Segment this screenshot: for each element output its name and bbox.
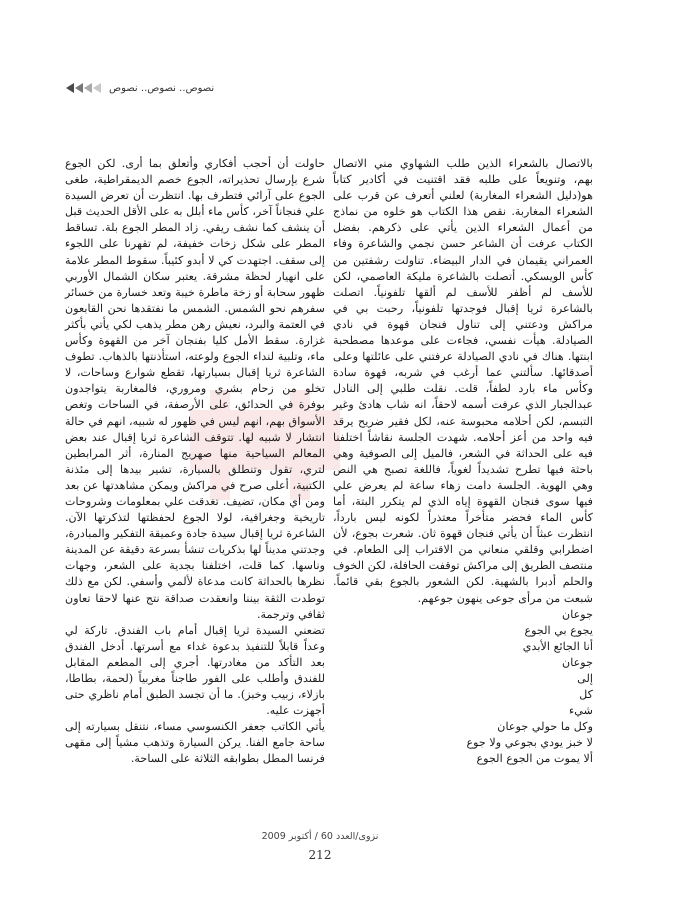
- section-header: [66, 80, 306, 96]
- left-column: [65, 156, 325, 768]
- right-column: [333, 156, 593, 768]
- poem: [333, 607, 593, 768]
- arrow-left-icon: [75, 83, 83, 93]
- poem-line: وكل ما حولي جوعان: [497, 720, 593, 734]
- section-label: نصوص.. نصوص.. نصوص: [109, 82, 215, 94]
- paragraph: حاولت أن أحجب أفكاري وأتعلق بما أرى. لكن الجوع شرع بإرسال تحذيراته، الجوع خصم الديمقراطية، طغى الجوع على آرائي فتطرف بها. انتظرت أن تعرض السيدة علي فنجاناً آخر، كأس ماء أبلل به على الأقل الحديث قبل أن ينشف كما نشف ريقي. زاد المطر الجوع بلة. تساقط المطر على شكل زخات خفيفة، لم تقهرنا على اللجوء إلى سقف. اجتهدت كي لا أبدو كئيباً. سقوط المطر علامة على انهيار لحظة مشرقة. يعتبر سكان الشمال الأوربي ظهور سحابة أو زخة ماطرة خيبة وتعد خسارة من خسائر سفرهم نحو الشمس. الشمس ما نفتقدها نحن القابعون في العتمة والبرد، نعيش رهن مطر يذهب لكي يأتي بأكثر غزارة. سقط الأمل كليا بفنجان آخر من القهوة وكأس ماء، وتلبية لنداء الجوع ولوعته، استأذنتها بالذهاب. تطوف الشاعرة ثريا إقبال بسيارتها، تقطع شوارع وساحات، لا تخلو من زحام بشري ومروري، فالمغاربة يتواجدون بوفرة في الحدائق، على الأرصفة، في الساحات وتغص الأسواق بهم، انهم ليس في ظهور له شبيه، انهم في حالة انتشار لا شبيه لها. تتوقف الشاعرة ثريا إقبال عند بعض المعالم السياحية منها صهريج المنارة، أثر المرابطين لتري، تقول وتنطلق بالسيارة، تشير بيدها إلى مئذنة الكتبية، أعلى صرح في مراكش ويمكن مشاهدتها عن بعد ومن أي مكان، تضيف. تغدقت علي بمعلومات وشروحات تاريخية وجغرافية، لولا الجوع لحفظتها لتذكرتها الآن. الشاعرة ثريا إقبال سيدة جادة وعميقة التفكير والمبادرة، وجدتني مديناً لها بذكريات تنشأ بسرعة دقيقة عن المدينة وناسها. كما قلت، اختلفنا بجدية على الشعر، وجهات نظرها بالحداثة كانت مدعاة لألمي وأسفي. لكن مع ذلك توطدت الثقة بيننا وانعقدت صداقة نتج عنها لاحقا تعاون ثقافي وترجمة.: [65, 157, 325, 621]
- right-column-prose: بالاتصال بالشعراء الذين طلب الشهاوي مني الاتصال بهم، وتنويعاً على طلبه فقد اقتنيت في أكادير كتاباً هو(دليل الشعراء المغاربة) لعلني أتعرف عن قرب على الشعراء المغاربة. نقص هذا الكتاب هو خلوه من نماذج من أعمال الشعراء الذين يأتي على ذكرهم. بفضل الكتاب عرفت أن الشاعر حسن نجمي والشاعرة وفاء العمراني يقيمان في الدار البيضاء. تناولت رشفتين من كأس الويسكي. أتصلت بالشاعرة مليكة العاصمي، لكن للأسف لم أظفر للأسف لم ألقها تلفونياً. اتصلت بالشاعرة ثريا إقبال فوجدتها تلفونياً، رحبت بي في مراكش ودعتني إلى تناول فنجان قهوة في نادي الصيادلة. هيأت نفسي، فجاءت على موعدها مصطحبة ابنتها. هناك في نادي الصيادلة عرفتني على عائلتها وعلى أصدقائها. سألتني عما أرغب في شربه، قهوة سادة وكأس ماء بارد لطفاً، قلت. نقلت طلبي إلى النادل عبدالجبار الذي عرفت أسمه لاحقاً، انه شاب هادئ وغير التبسم، لكن أحلامه محبوسة عنه، لكل فقير ضريح يرقد فيه واحد من أعز أحلامه. شهدت الجلسة نقاشاً اختلفنا فيه على الحداثة في الشعر، فالميل إلى الصوفية وهي باحثة فيها تطرح تشديداً لغوياً، فاللغة تصبح هي النص وهي الهوية. الجلسة دامت زهاء ساعة لم يعرض علي فيها سوى فنجان القهوة إياه الذي لم يتكرر البتة، أما كأس الماء فحضر متأخراً معتذراً لكونه ليس بارداً، انتظرت عبثاً أن يأتي فنجان قهوة ثان. شعرت بجوع، لأن اضطرابي وقلقي منعاني من الاقتراب إلى الطعام. في منتصف الطريق إلى مراكش توقفت الحافلة، لكن الخوف والحلم أدبرا بالشهية. لكن الشعور بالجوع بقي قائماً. شبعت من مرأى جوعى ينهون جوعهم.: [333, 157, 593, 605]
- arrow-left-icon: [84, 83, 92, 93]
- poem-line: أنا الجائع الأبدي: [522, 639, 593, 653]
- issue-info: نزوى/العدد 60 / أكتوبر 2009: [261, 831, 379, 842]
- arrow-left-icon: [66, 83, 74, 93]
- paragraph: يأتي الكاتب جعفر الكنسوسي مساء، نتنقل بسيارته إلى ساحة جامع الفنا. يركن السيارة وتذهب مشياً إلى مقهى فرنسا المطل بطوابقه الثلاثة على الساحة.: [65, 720, 325, 766]
- poem-line: إلى: [577, 672, 593, 685]
- poem-line: كل: [579, 688, 593, 702]
- page-number: 212: [308, 848, 332, 862]
- paragraph: تضعني السيدة ثريا إقبال أمام باب الفندق. تاركة لي وعداً قابلاً للتنفيذ بدعوة غداء مع أسرتها. أدخل الفندق بعد التأكد من مغادرتها. أجري إلى المطعم المقابل للفندق وأطلب على الفور طاجناً مغربياً (لحمة، بطاطا، بازلاء، زبيب وخبز). ما أن تجسد الطبق أمام ناظري حتى أجهزت عليه.: [65, 623, 325, 718]
- poem-line: شيء: [569, 704, 593, 718]
- poem-line: جوعان: [562, 607, 593, 621]
- poem-line: جوعان: [562, 655, 593, 669]
- header-arrows: [66, 83, 101, 93]
- arrow-left-icon: [93, 83, 101, 93]
- poem-line: يجوع بي الجوع: [524, 623, 593, 637]
- poem-line: لا خبز يودي بجوعي ولا جوع: [466, 736, 593, 750]
- poem-line: ألا يموت من الجوع الجوع: [476, 752, 593, 766]
